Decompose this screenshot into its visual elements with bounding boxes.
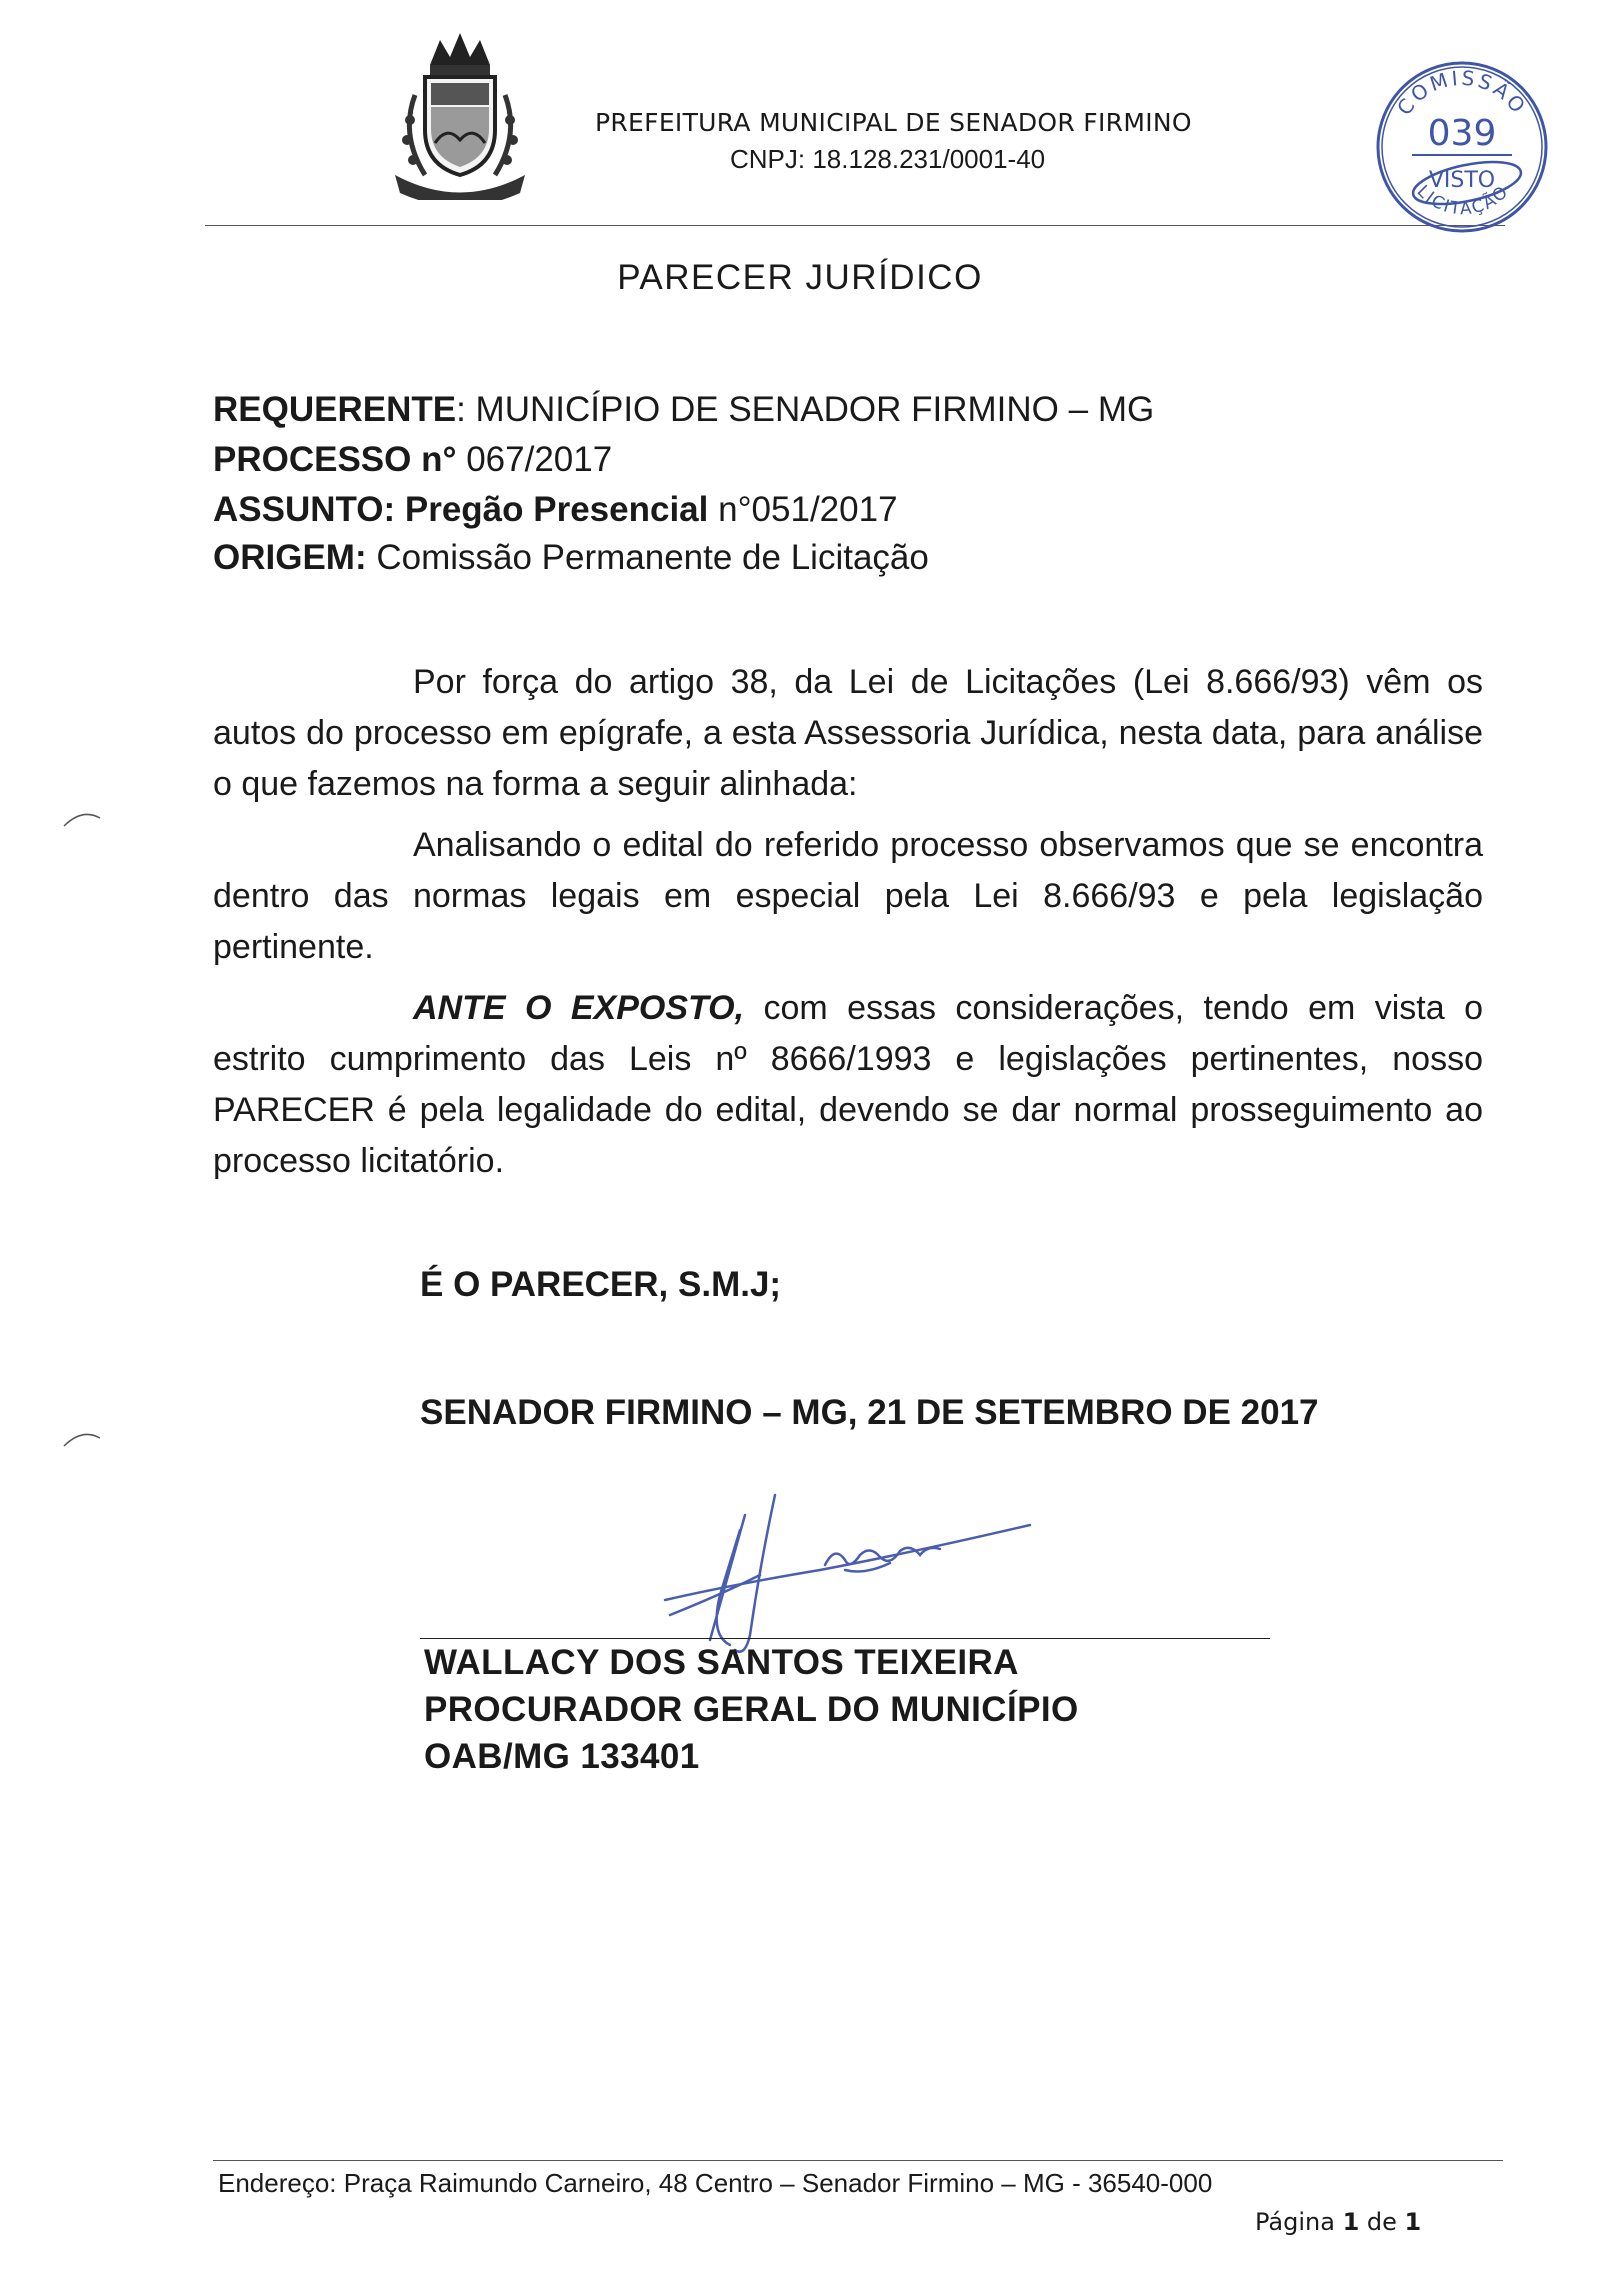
document-title: PARECER JURÍDICO	[617, 258, 983, 297]
stamp-bottom-text: LICITAÇÃO	[1412, 181, 1514, 220]
meta-assunto	[213, 490, 898, 530]
commission-stamp	[1372, 55, 1552, 240]
stamp-middle-text: VISTO	[1428, 168, 1496, 193]
signer-oab: OAB/MG 133401	[424, 1737, 700, 1776]
meta-requerente	[213, 390, 1154, 430]
page-total: 1	[1404, 2208, 1422, 2236]
body-paragraph-2	[213, 820, 1483, 973]
page-label: Página	[1255, 2208, 1343, 2236]
signer-name: WALLACY DOS SANTOS TEIXEIRA	[424, 1643, 1019, 1682]
header-divider	[205, 225, 1505, 226]
handwritten-signature	[650, 1485, 1050, 1660]
meta-processo	[213, 440, 612, 480]
scan-mark	[62, 1428, 102, 1448]
page-number	[1255, 2208, 1421, 2236]
body-paragraph-1	[213, 657, 1483, 810]
body-paragraph-3	[213, 983, 1483, 1187]
origem-label: ORIGEM:	[213, 538, 367, 577]
closing-parecer: É O PARECER, S.M.J;	[420, 1265, 782, 1304]
paragraph-3-text: com essas considerações, tendo em vista o estrito cumprimento das Leis nº 8666/1993 e legislações pertinentes, nosso PARECER é pela legalidade do edital, devendo se dar normal prosseguimento ao processo licitatório.	[213, 989, 1483, 1180]
assunto-value: n°051/2017	[708, 490, 898, 529]
processo-label: PROCESSO n°	[213, 440, 457, 479]
organization-cnpj: CNPJ: 18.128.231/0001-40	[730, 144, 1046, 174]
municipal-coat-of-arms	[385, 25, 535, 200]
stamp-top-text: COMISSÃO	[1392, 65, 1532, 120]
footer-divider	[213, 2160, 1503, 2161]
stamp-number: 039	[1427, 113, 1497, 154]
processo-value: 067/2017	[456, 440, 613, 479]
paragraph-3-lead: ANTE O EXPOSTO,	[413, 989, 745, 1027]
paragraph-2-text: Analisando o edital do referido processo observamos que se encontra dentro das normas legais em especial pela Lei 8.666/93 e pela legislação pertinente.	[213, 826, 1483, 966]
requerente-label: REQUERENTE	[213, 390, 457, 429]
signature-line	[420, 1638, 1270, 1639]
page-of: de	[1359, 2208, 1405, 2236]
page-current: 1	[1342, 2208, 1360, 2236]
assunto-label: ASSUNTO: Pregão Presencial	[213, 490, 709, 529]
requerente-value: : MUNICÍPIO DE SENADOR FIRMINO – MG	[456, 390, 1155, 429]
svg-text:COMISSÃO	[1392, 66, 1532, 120]
scan-mark	[62, 808, 102, 828]
paragraph-1-text: Por força do artigo 38, da Lei de Licitações (Lei 8.666/93) vêm os autos do processo em epígrafe, a esta Assessoria Jurídica, nesta data, para análise o que fazemos na forma a seguir alinhada:	[213, 663, 1483, 803]
footer-address: Endereço: Praça Raimundo Carneiro, 48 Centro – Senador Firmino – MG - 36540-000	[218, 2168, 1213, 2198]
origem-value: Comissão Permanente de Licitação	[366, 538, 929, 577]
closing-place-date: SENADOR FIRMINO – MG, 21 DE SETEMBRO DE 2017	[420, 1393, 1319, 1432]
meta-origem	[213, 538, 929, 578]
signer-role: PROCURADOR GERAL DO MUNICÍPIO	[424, 1690, 1079, 1729]
organization-name: PREFEITURA MUNICIPAL DE SENADOR FIRMINO	[595, 108, 1192, 137]
